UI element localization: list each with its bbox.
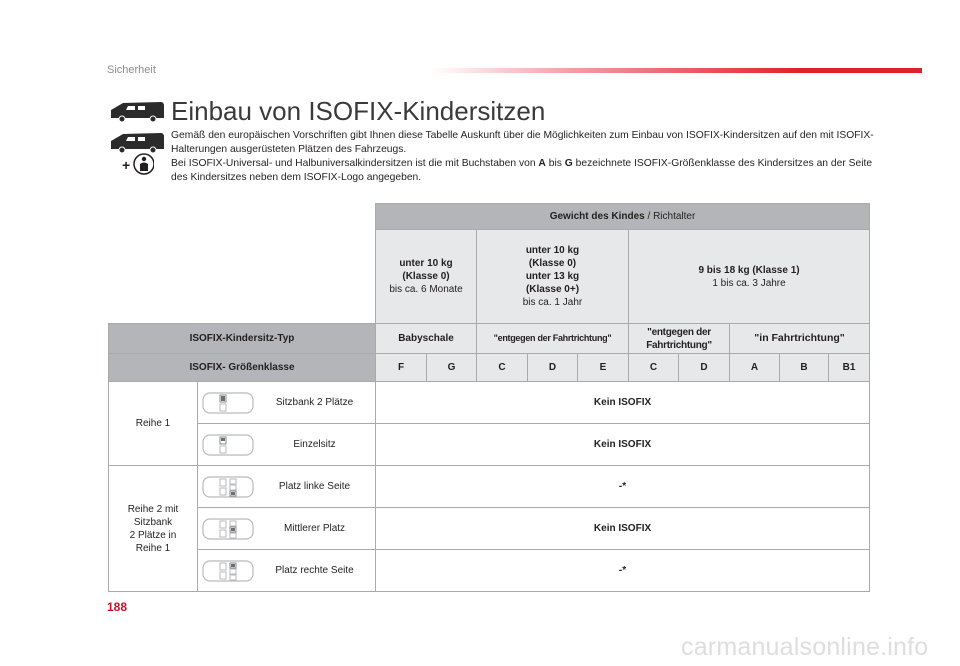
page-title: Einbau von ISOFIX-Kindersitzen <box>171 96 546 126</box>
size-class-cell: C <box>477 354 528 382</box>
size-class-cell: B1 <box>829 354 870 382</box>
page-number: 188 <box>107 600 128 614</box>
seat-position-cell: Mittlerer Platz <box>198 508 376 550</box>
size-class-cell: F <box>376 354 427 382</box>
seat-layout-icon <box>202 475 254 499</box>
size-class-cell: C <box>629 354 679 382</box>
watermark: carmanualsonline.info <box>681 633 929 661</box>
section-accent-rule <box>430 68 922 73</box>
size-class-cell: D <box>679 354 730 382</box>
size-class-label: ISOFIX- Größenklasse <box>109 354 376 382</box>
size-class-cell: B <box>780 354 829 382</box>
seat-type-cell: Babyschale <box>376 324 477 354</box>
van-icon <box>109 100 165 122</box>
intro-text <box>171 129 876 185</box>
seat-layout-icon <box>202 517 254 541</box>
isofix-table <box>108 203 870 592</box>
svg-text:+: + <box>122 157 131 173</box>
seat-position-cell: Sitzbank 2 Plätze <box>198 382 376 424</box>
section-title: Sicherheit <box>107 64 156 76</box>
isofix-availability: Kein ISOFIX <box>376 382 870 424</box>
seat-position-cell: Platz linke Seite <box>198 466 376 508</box>
isofix-availability: Kein ISOFIX <box>376 508 870 550</box>
isofix-availability: -* <box>376 550 870 592</box>
size-class-cell: A <box>730 354 780 382</box>
weight-group-2: unter 10 kg (Klasse 0) unter 13 kg (Klasse 0+) bis ca. 1 Jahr <box>477 230 629 324</box>
seat-type-label: ISOFIX-Kindersitz-Typ <box>109 324 376 354</box>
row-label-reihe-2: Reihe 2 mit Sitzbank 2 Plätze in Reihe 1 <box>109 466 198 592</box>
size-class-cell: D <box>528 354 578 382</box>
size-class-cell: E <box>578 354 629 382</box>
isofix-child-seat-icon <box>122 151 154 182</box>
seat-layout-icon <box>202 559 254 583</box>
seat-layout-icon <box>202 391 254 415</box>
intro-paragraph-2: Bei ISOFIX-Universal- und Halbuniversalkindersitzen ist die mit Buchstaben von A bis G bezeichnete ISOFIX-Größenklasse des Kindersitzes an der Seite des Kindersitzes neben dem ISOFIX-Logo angegeben. <box>171 158 873 183</box>
row-label-reihe-1: Reihe 1 <box>109 382 198 466</box>
seat-position-cell: Einzelsitz <box>198 424 376 466</box>
seat-position-cell: Platz rechte Seite <box>198 550 376 592</box>
isofix-availability: -* <box>376 466 870 508</box>
weight-group-1: unter 10 kg (Klasse 0) bis ca. 6 Monate <box>376 230 477 324</box>
van-icon <box>109 131 165 153</box>
seat-type-cell: "in Fahrtrichtung" <box>730 324 870 354</box>
seat-layout-icon <box>202 433 254 457</box>
size-class-cell: G <box>427 354 477 382</box>
weight-group-3: 9 bis 18 kg (Klasse 1) 1 bis ca. 3 Jahre <box>629 230 870 324</box>
intro-paragraph-1: Gemäß den europäischen Vorschriften gibt Ihnen diese Tabelle Auskunft über die Möglichkeiten zum Einbau von ISOFIX-Kindersitzen auf den mit ISOFIX-Halterungen ausgerüsteten Plätzen des Fahrzeugs. <box>171 130 874 155</box>
seat-type-cell: "entgegen der Fahrtrichtung" <box>629 324 730 354</box>
isofix-availability: Kein ISOFIX <box>376 424 870 466</box>
weight-header: Gewicht des Kindes / Richtalter <box>376 204 870 230</box>
seat-type-cell: "entgegen der Fahrtrichtung" <box>477 324 629 354</box>
